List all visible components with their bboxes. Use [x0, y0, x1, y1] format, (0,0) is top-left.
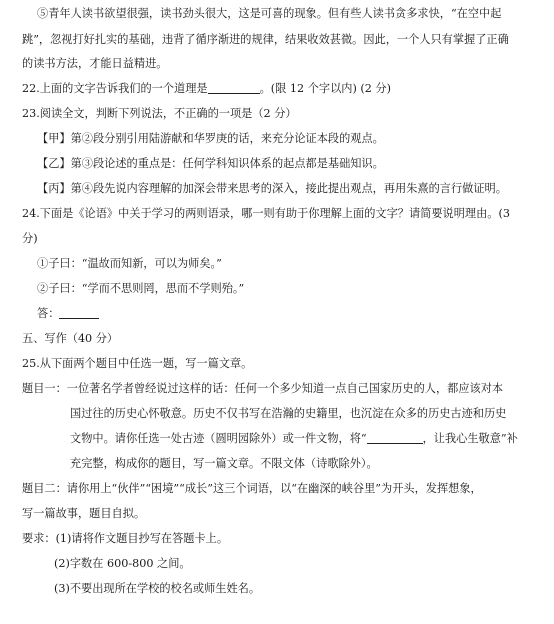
quote-2: ②子曰：“学而不思则罔，思而不学则殆。”	[37, 282, 245, 295]
topic-1-line-4: 充完整，构成你的题目，写一篇文章。不限文体（诗歌除外）。	[70, 457, 378, 470]
paragraph-5-line-3: 的读书方法，才能日益精进。	[22, 57, 168, 70]
requirement-2: (2)字数在 600-800 之间。	[54, 557, 191, 570]
question-22	[22, 82, 391, 96]
topic-2-line-2: 写一篇故事，题目自拟。	[22, 507, 146, 520]
question-24-line-2: 分)	[22, 232, 38, 245]
option-bing: 【丙】第④段先说内容理解的加深会带来思考的深入，接此提出观点，再用朱熹的言行做证明。	[37, 182, 507, 195]
question-22-suffix: 。(限 12 个字以内) (2 分)	[259, 82, 391, 95]
requirement-3: (3)不要出现所在学校的校名或师生姓名。	[54, 582, 261, 595]
answer-blank[interactable]	[208, 82, 260, 94]
answer-label: 答：	[37, 307, 60, 320]
answer-blank[interactable]	[59, 307, 99, 319]
question-24-line-1: 24.下面是《论语》中关于学习的两则语录，哪一则有助于你理解上面的文字？请简要说明理由。(3	[22, 207, 510, 220]
paragraph-5-line-2: 跳”，忽视打好扎实的基础，违背了循序渐进的规律，结果收效甚微。因此，一个人只有掌握了正确	[22, 33, 509, 46]
topic-2-line-1: 题目二：请你用上“伙伴”“困境”“成长”这三个词语，以“在幽深的峡谷里”为开头，发挥想象，	[22, 482, 482, 495]
paragraph-5-line-1: ⑤青年人读书欲望很强，读书劲头很大，这是可喜的现象。但有些人读书贪多求快，“在空中起	[37, 7, 502, 20]
question-23: 23.阅读全文，判断下列说法，不正确的一项是（2 分）	[22, 107, 297, 120]
topic-1-line-2: 国过往的历史心怀敬意。历史不仅书写在浩瀚的史籍里，也沉淀在众多的历史古迹和历史	[70, 407, 507, 420]
section-heading-writing: 五、写作（40 分）	[22, 332, 119, 345]
topic-1-line-3-suffix: ，让我心生敬意”补	[422, 432, 518, 445]
topic-1-line-3	[70, 432, 518, 446]
answer-line	[37, 307, 99, 321]
requirement-1: 要求：(1)请将作文题目抄写在答题卡上。	[22, 532, 229, 545]
quote-1: ①子曰：“温故而知新，可以为师矣。”	[37, 257, 222, 270]
title-blank[interactable]	[367, 432, 423, 444]
topic-1-line-3-text: 文物中。请你任选一处古迹（圆明园除外）或一件文物，将“	[70, 432, 367, 445]
question-22-text: 22.上面的文字告诉我们的一个道理是	[22, 82, 208, 95]
question-25: 25.从下面两个题目中任选一题，写一篇文章。	[22, 357, 253, 370]
option-jia: 【甲】第②段分别引用陆游献和华罗庚的话，来充分论证本段的观点。	[37, 132, 384, 145]
option-yi: 【乙】第③段论述的重点是：任何学科知识体系的起点都是基础知识。	[37, 157, 384, 170]
topic-1-line-1: 题目一：一位著名学者曾经说过这样的话：任何一个多少知道一点自己国家历史的人，都应该对本	[22, 382, 504, 395]
